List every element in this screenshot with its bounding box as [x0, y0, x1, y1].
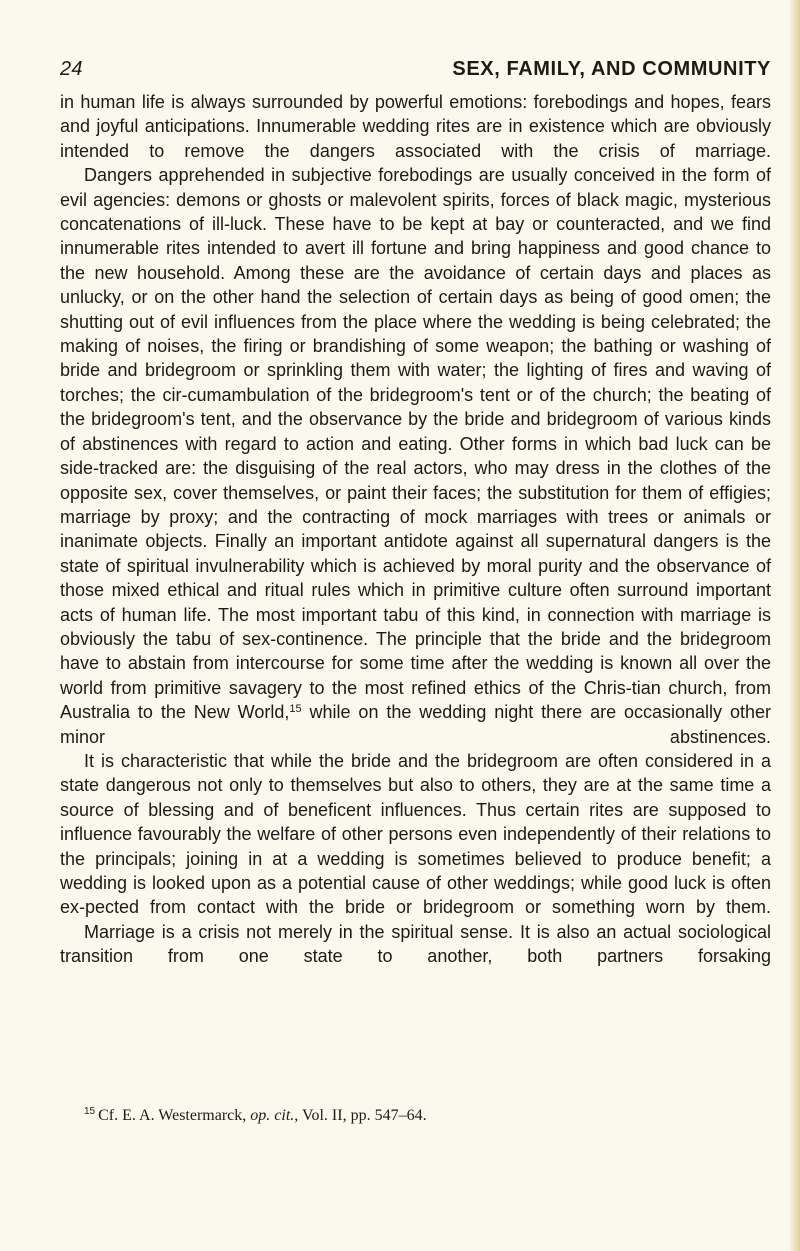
footnote-pages: Vol. II, pp. 547–64.	[298, 1107, 427, 1124]
footnote-label: 15	[84, 1106, 96, 1117]
body-text	[60, 90, 771, 969]
running-head: SEX, FAMILY, AND COMMUNITY	[452, 58, 771, 80]
page-number: 24	[60, 58, 83, 80]
page-edge	[789, 0, 800, 1251]
paragraph-dangers-text: Dangers apprehended in subjective forebodings are usually conceived in the form of evil agencies: demons or ghosts or malevolent spirits, forces of black magic, mysterious concatenations of ill-luck. These have to be kept at bay or counteracted, and we find innumerable rites intended to avert ill fortune and bring happiness and good chance to the new household. Among these are the avoidance of certain days and places as unlucky, or on the other hand the selection of certain days as being of good omen; the shutting out of evil influences from the place where the wedding is being celebrated; the making of noises, the firing or brandishing of some weapon; the bathing or washing of bride and bridegroom or sprinkling them with water; the lighting of fires and waving of torches; the cir-cumambulation of the bridegroom's tent or of the church; the beating of the bridegroom's tent, and the observance by the bride and bridegroom of various kinds of abstinences with regard to action and eating. Other forms in which bad luck can be side-tracked are: the disguising of the real actors, who may dress in the clothes of the opposite sex, cover themselves, or paint their faces; the substitution for them of effigies; marriage by proxy; and the contracting of mock marriages with trees or animals or inanimate objects. Finally an important antidote against all supernatural dangers is the state of spiritual invulnerability which is achieved by moral purity and the observance of those mixed ethical and ritual rules which in primitive culture often surround important acts of human life. The most important tabu of this kind, in connection with marriage is obviously the tabu of sex-continence. The principle that the bride and the bridegroom have to abstain from intercourse for some time after the wedding is known all over the world from primitive savagery to the most refined ethics of the Chris-tian church, from Australia to the New World,	[60, 165, 771, 723]
paragraph-dangers-tail: while on the wedding night there are occasionally other minor abstinences.	[60, 702, 771, 747]
footnote	[84, 1102, 427, 1126]
paragraph-blessing: It is characteristic that while the bride and the bridegroom are often considered in a state dangerous not only to themselves but also to others, they are at the same time a source of blessing and of beneficent influences. Thus certain rites are supposed to influence favourably the welfare of other persons even independently of their relations to the principals; joining in at a wedding is sometimes believed to produce benefit; a wedding is looked upon as a potential cause of other weddings; while good luck is often ex-pected from contact with the bride or bridegroom or something worn by them.	[60, 750, 771, 918]
page-header	[60, 54, 771, 90]
paragraph-dangers	[60, 163, 771, 749]
footnote-citation-italic: op. cit.,	[250, 1107, 299, 1124]
footnote-reference: 15	[289, 703, 302, 716]
paragraph-transition: Marriage is a crisis not merely in the spiritual sense. It is also an actual sociological transition from one state to another, both partners forsaking	[60, 921, 771, 967]
footnote-text: Cf. E. A. Westermarck,	[98, 1107, 251, 1124]
paragraph-continued: in human life is always surrounded by powerful emotions: forebodings and hopes, fears and joyful anticipations. Innumerable wedding rites are in existence which are obviously intended to remove the dangers associated with the crisis of marriage.	[60, 92, 771, 161]
